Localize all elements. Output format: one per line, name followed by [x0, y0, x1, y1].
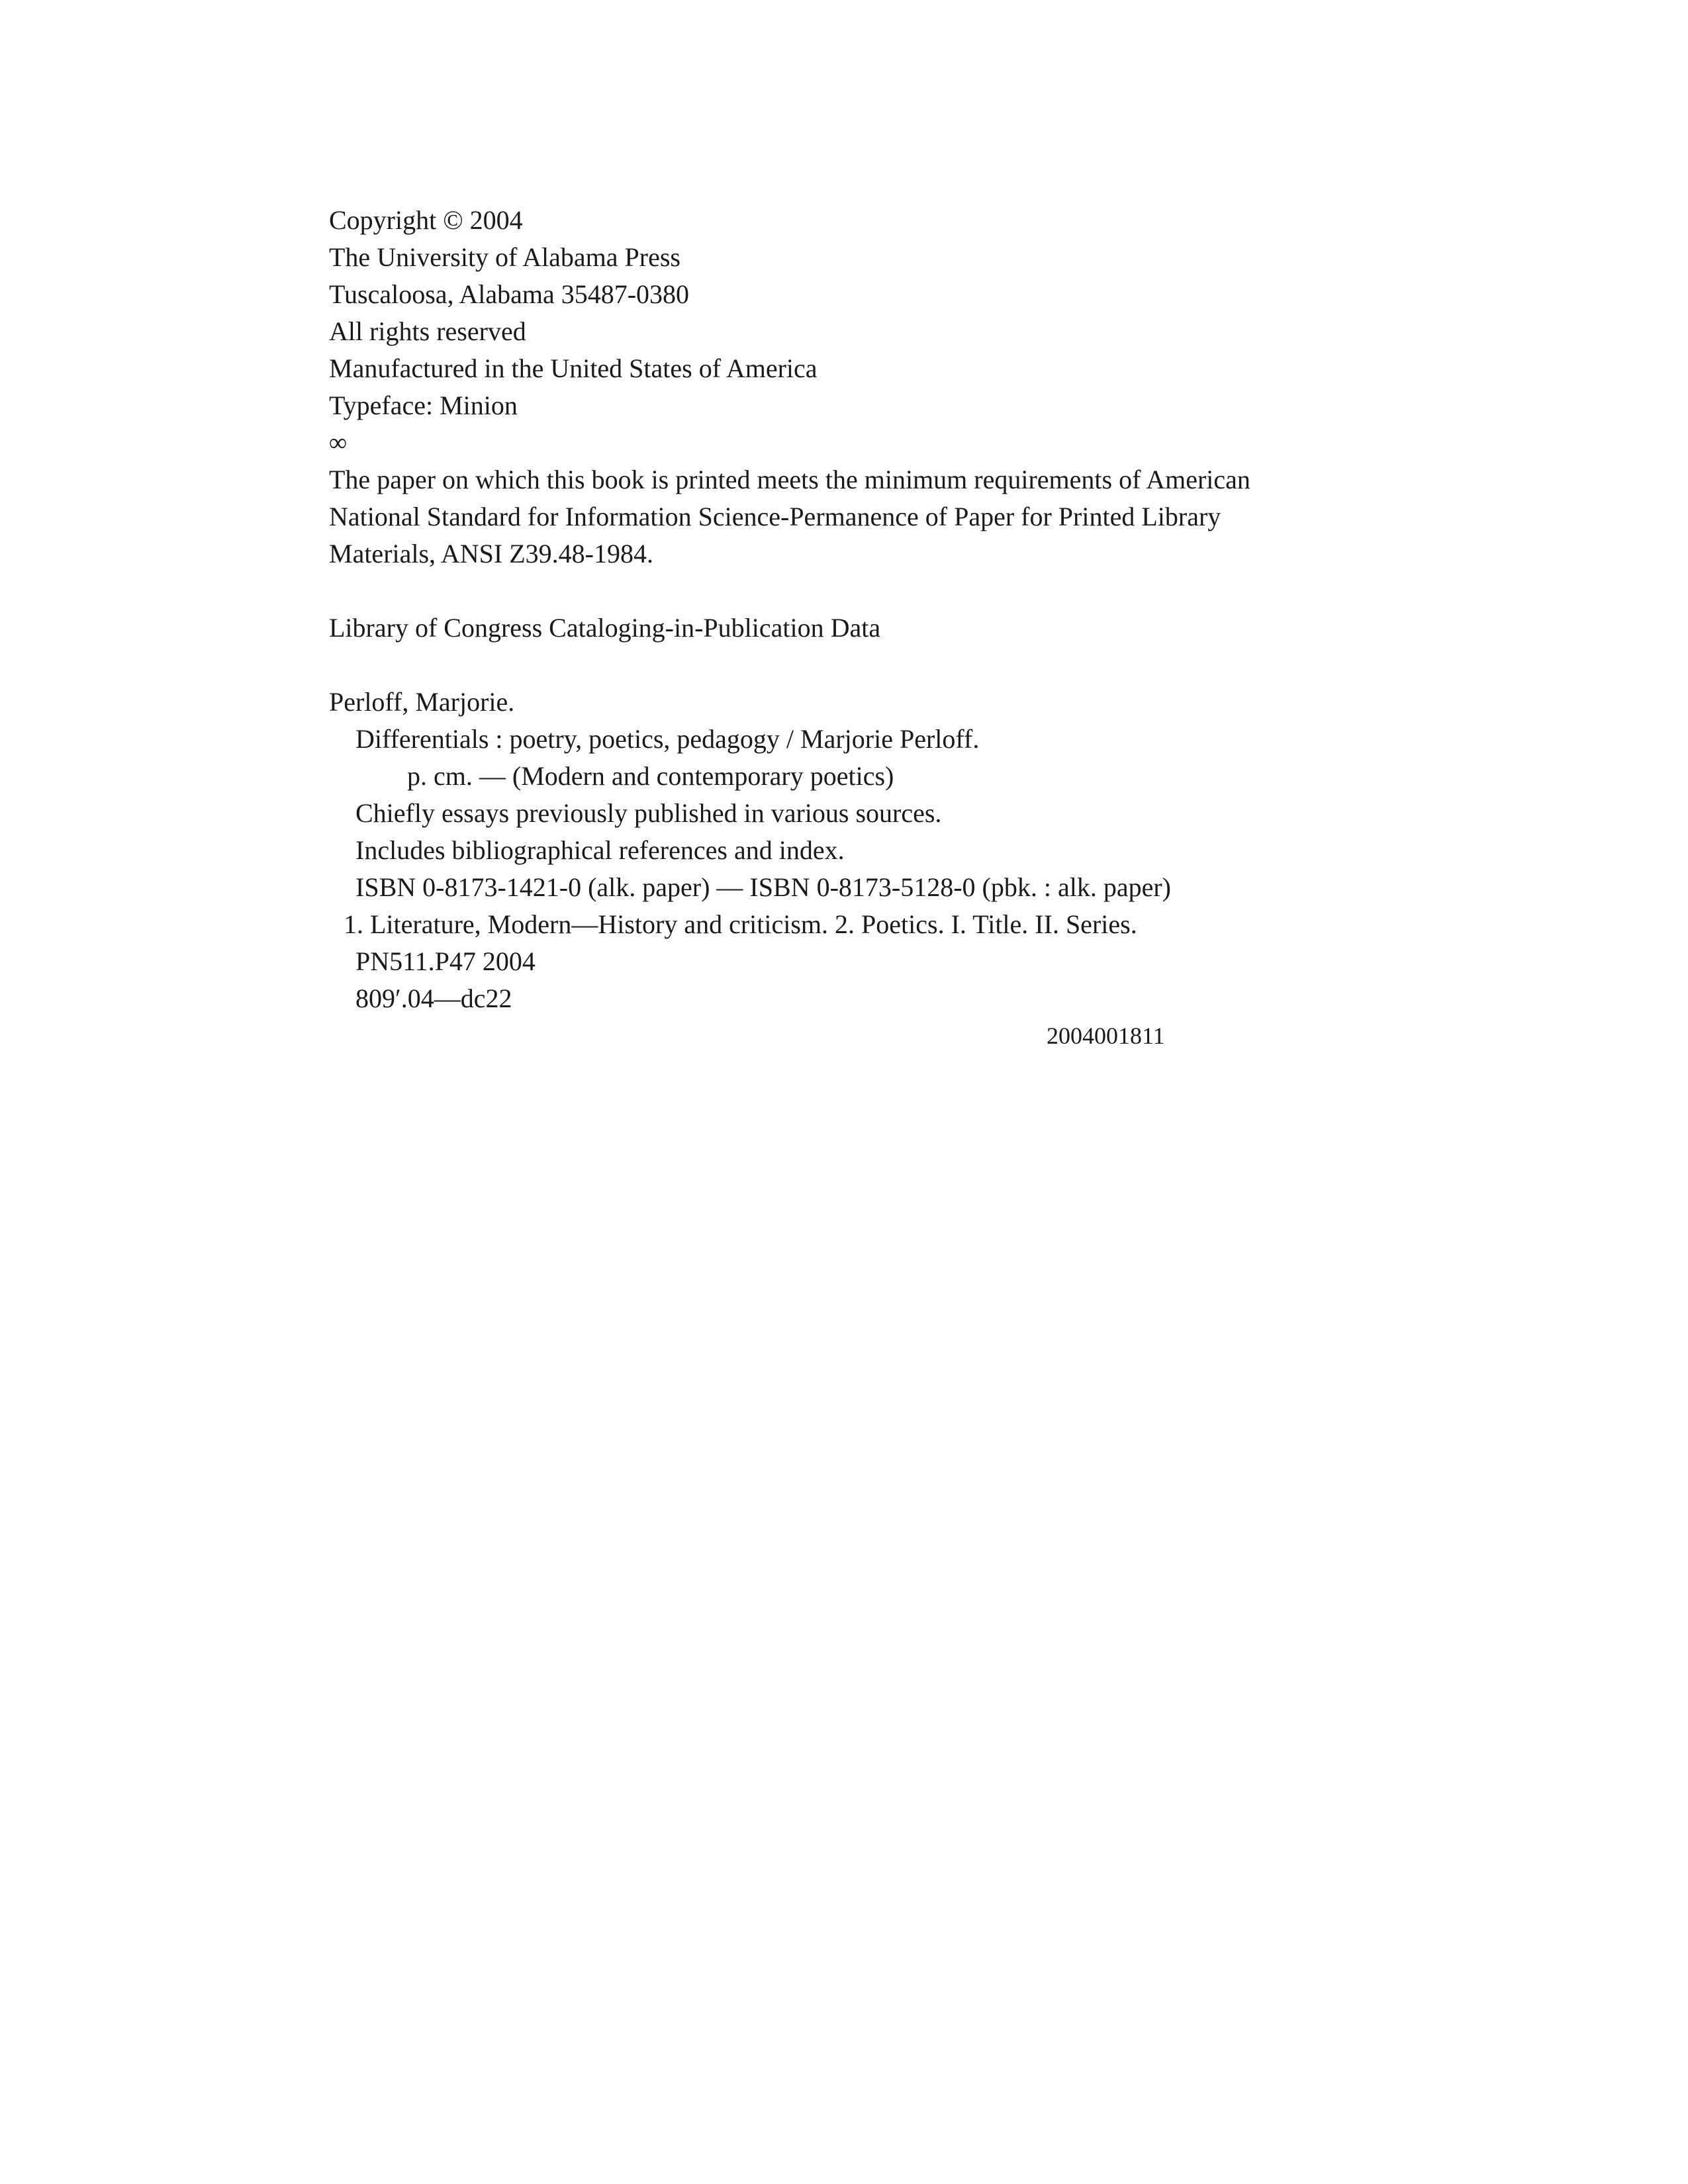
cip-physical-description: p. cm. — (Modern and contemporary poetics)	[407, 761, 894, 791]
cip-note-1: Chiefly essays previously published in various sources.	[355, 798, 942, 828]
cip-heading: Library of Congress Cataloging-in-Publication Data	[329, 613, 881, 643]
cip-dewey: 809′.04—dc22	[355, 983, 512, 1013]
paper-notice-line-1: The paper on which this book is printed meets the minimum requirements of American	[329, 465, 1250, 494]
cip-lc-class: PN511.P47 2004	[355, 946, 536, 976]
paper-notice-line-3: Materials, ANSI Z39.48-1984.	[329, 539, 653, 569]
cip-isbn: ISBN 0-8173-1421-0 (alk. paper) — ISBN 0-8173-5128-0 (pbk. : alk. paper)	[355, 872, 1171, 902]
cip-lccn: 2004001811	[1047, 1023, 1165, 1049]
rights-statement: All rights reserved	[329, 316, 526, 346]
cip-note-2: Includes bibliographical references and index.	[355, 835, 845, 865]
publisher-name: The University of Alabama Press	[329, 242, 680, 272]
spacer	[329, 647, 1454, 684]
typeface-statement: Typeface: Minion	[329, 390, 518, 420]
cip-subjects: 1. Literature, Modern—History and criticism. 2. Poetics. I. Title. II. Series.	[344, 909, 1137, 939]
spacer	[329, 572, 1454, 610]
copyright-block	[329, 202, 1454, 1054]
paper-notice-line-2: National Standard for Information Science-Permanence of Paper for Printed Library	[329, 502, 1221, 531]
infinity-icon: ∞	[329, 429, 348, 457]
cip-title: Differentials : poetry, poetics, pedagogy / Marjorie Perloff.	[355, 724, 980, 754]
publisher-address: Tuscaloosa, Alabama 35487-0380	[329, 279, 690, 309]
copyright-line: Copyright © 2004	[329, 205, 523, 235]
cip-author: Perloff, Marjorie.	[329, 687, 515, 717]
manufactured-statement: Manufactured in the United States of America	[329, 353, 818, 383]
